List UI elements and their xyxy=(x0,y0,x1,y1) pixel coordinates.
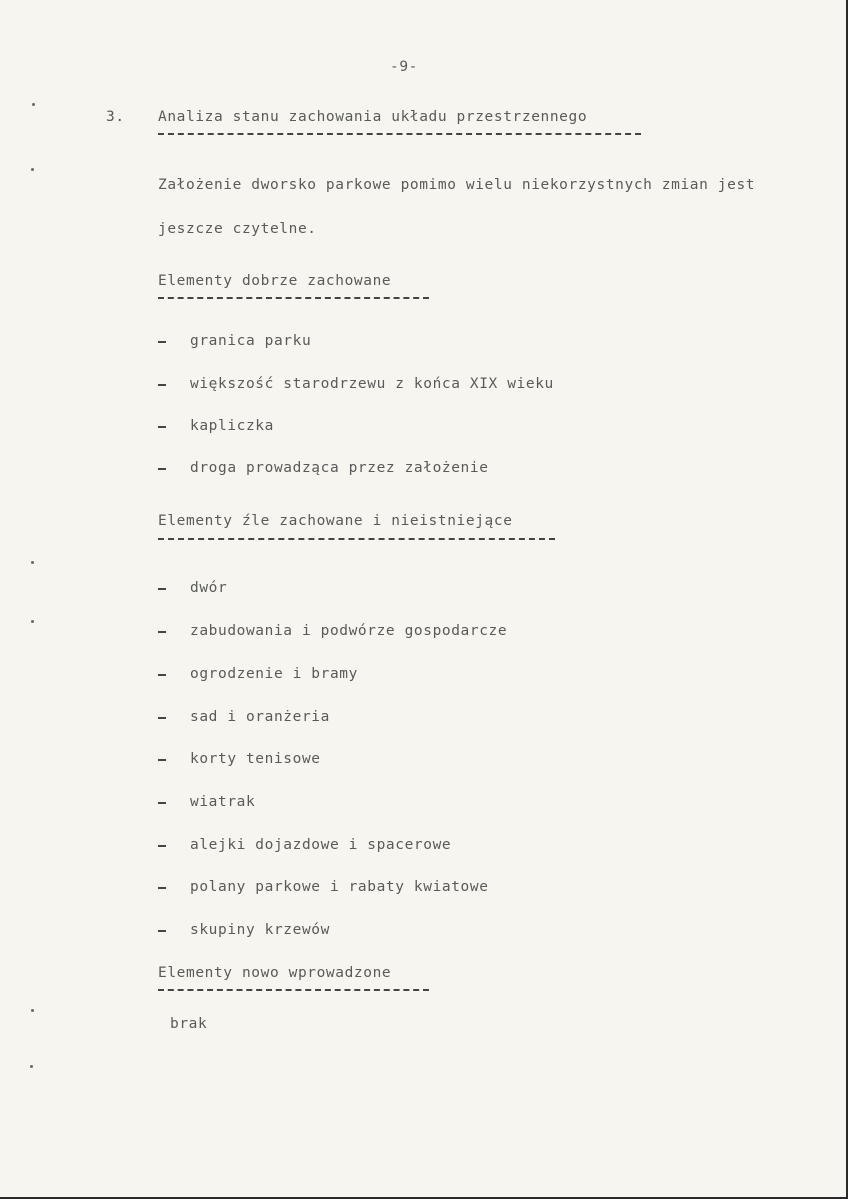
section-title-underline xyxy=(158,133,641,135)
intro-line-1: Założenie dworsko parkowe pomimo wielu niekorzystnych zmian jest xyxy=(158,177,756,193)
list-item: dwór xyxy=(190,580,228,596)
bullet-dash xyxy=(158,674,166,676)
margin-mark xyxy=(31,168,34,171)
list-item: wiatrak xyxy=(190,794,256,810)
section-title: Analiza stanu zachowania układu przestrzennego xyxy=(158,109,588,125)
margin-mark xyxy=(30,1065,33,1068)
margin-mark xyxy=(31,561,34,564)
list-item: sad i oranżeria xyxy=(190,709,330,725)
list-item: większość starodrzewu z końca XIX wieku xyxy=(190,376,554,392)
newly-introduced-heading: Elementy nowo wprowadzone xyxy=(158,965,392,981)
bullet-dash xyxy=(158,845,166,847)
list-item: polany parkowe i rabaty kwiatowe xyxy=(190,879,489,895)
list-item: droga prowadząca przez założenie xyxy=(190,460,489,476)
newly-introduced-value: brak xyxy=(170,1016,208,1032)
margin-mark xyxy=(32,103,35,106)
poorly-preserved-underline xyxy=(158,538,555,540)
list-item: korty tenisowe xyxy=(190,751,321,767)
bullet-dash xyxy=(158,384,166,386)
bullet-dash xyxy=(158,468,166,470)
bullet-dash xyxy=(158,802,166,804)
bullet-dash xyxy=(158,588,166,590)
section-number: 3. xyxy=(106,109,125,125)
well-preserved-heading: Elementy dobrze zachowane xyxy=(158,273,392,289)
list-item: ogrodzenie i bramy xyxy=(190,666,358,682)
intro-line-2: jeszcze czytelne. xyxy=(158,221,317,237)
well-preserved-underline xyxy=(158,297,429,299)
list-item: zabudowania i podwórze gospodarcze xyxy=(190,623,508,639)
bullet-dash xyxy=(158,887,166,889)
bullet-dash xyxy=(158,759,166,761)
bullet-dash xyxy=(158,631,166,633)
newly-introduced-underline xyxy=(158,989,429,991)
bullet-dash xyxy=(158,426,166,428)
bullet-dash xyxy=(158,717,166,719)
margin-mark xyxy=(31,1009,34,1012)
list-item: skupiny krzewów xyxy=(190,922,330,938)
bullet-dash xyxy=(158,341,166,343)
list-item: granica parku xyxy=(190,333,312,349)
bullet-dash xyxy=(158,930,166,932)
list-item: alejki dojazdowe i spacerowe xyxy=(190,837,452,853)
poorly-preserved-heading: Elementy źle zachowane i nieistniejące xyxy=(158,513,513,529)
list-item: kapliczka xyxy=(190,418,274,434)
page-number: -9- xyxy=(390,59,418,75)
margin-mark xyxy=(31,620,34,623)
